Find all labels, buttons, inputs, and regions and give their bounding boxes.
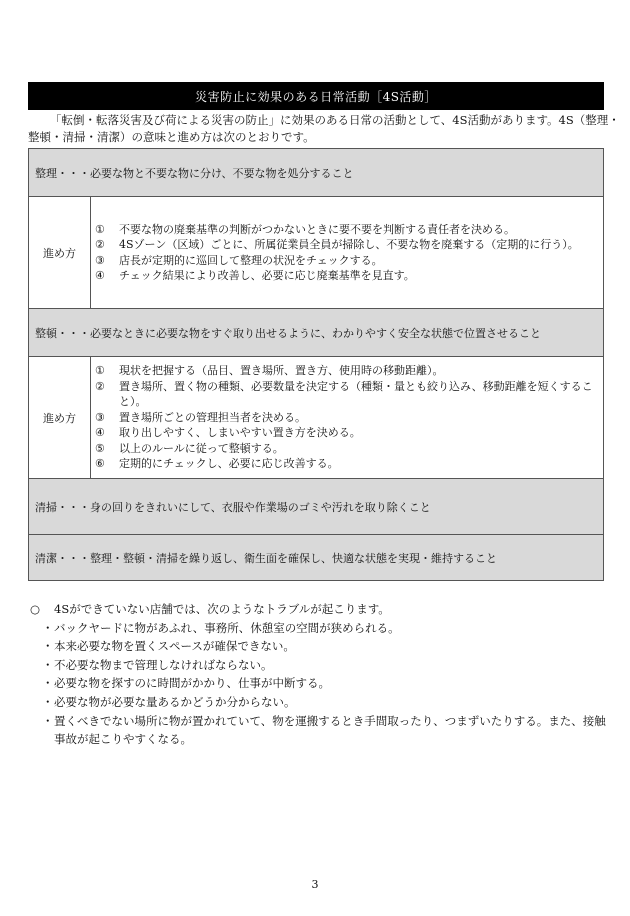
- seiton-step: [95, 410, 599, 426]
- list-item: [30, 712, 610, 749]
- seiri-definition: 整理・・・必要な物と不要な物に分け、不要な物を処分すること: [29, 149, 604, 197]
- seiri-step: [95, 253, 599, 269]
- seiton-steps: [91, 357, 604, 479]
- seiri-definition-row: [29, 149, 604, 197]
- step-text: 取り出しやすく、しまいやすい置き方を決める。: [119, 426, 361, 440]
- step-text: 置き場所ごとの管理担当者を決める。: [119, 410, 306, 424]
- step-text: 店長が定期的に巡回して整理の状況をチェックする。: [119, 253, 383, 267]
- intro-paragraph: [28, 112, 620, 146]
- seiton-step: [95, 363, 599, 379]
- step-number: ④: [95, 426, 105, 440]
- list-item-text: 不必要な物まで管理しなければならない。: [54, 657, 273, 672]
- troubles-lead: [30, 600, 610, 619]
- step-number: ⑥: [95, 457, 105, 471]
- step-number: ③: [95, 410, 105, 424]
- seiton-steps-row: [29, 357, 604, 479]
- bullet-icon: ・: [42, 713, 54, 728]
- list-item: [30, 674, 610, 693]
- seiri-step: [95, 237, 599, 253]
- seiri-steps-label: 進め方: [29, 197, 91, 309]
- list-item-text: 必要な物が必要な量あるかどうか分からない。: [54, 694, 296, 709]
- seiton-step: [95, 379, 599, 410]
- seiri-steps: [91, 197, 604, 309]
- step-number: ②: [95, 379, 105, 393]
- list-item: [30, 693, 610, 712]
- seiton-definition: 整頓・・・必要なときに必要な物をすぐ取り出せるように、わかりやすく安全な状態で位置させること: [29, 309, 604, 357]
- step-text: チェック結果により改善し、必要に応じ廃棄基準を見直す。: [119, 269, 415, 282]
- list-item: [30, 619, 610, 638]
- list-item-text: 必要な物を探すのに時間がかかり、仕事が中断する。: [54, 676, 330, 691]
- step-text: 置き場所、置く物の種類、必要数量を決定する（種類・量とも絞り込み、移動距離を短くすること）。: [119, 379, 593, 409]
- four-s-table: [28, 148, 604, 581]
- seisou-definition-row: [29, 479, 604, 535]
- bullet-icon: ・: [42, 620, 54, 635]
- step-text: 4Sゾーン（区域）ごとに、所属従業員全員が掃除し、不要な物を廃棄する（定期的に行う）。: [119, 238, 579, 251]
- step-number: ⑤: [95, 441, 105, 455]
- bullet-icon: ・: [42, 657, 54, 672]
- seiton-steps-label: 進め方: [29, 357, 91, 479]
- bullet-icon: ・: [42, 639, 54, 654]
- list-item: [30, 656, 610, 675]
- seiri-steps-row: [29, 197, 604, 309]
- troubles-section: [30, 600, 610, 749]
- bullet-icon: ・: [42, 676, 54, 691]
- intro-line-1: 「転倒・転落災害及び荷による災害の防止」に効果のある日常の活動として、4S活動があります。4S（整理・: [50, 113, 620, 127]
- step-number: ②: [95, 238, 105, 251]
- seiton-definition-row: [29, 309, 604, 357]
- step-text: 現状を把握する（品目、置き場所、置き方、使用時の移動距離）。: [119, 364, 444, 378]
- seiri-step: [95, 268, 599, 284]
- step-text: 以上のルールに従って整頓する。: [119, 441, 284, 455]
- step-number: ④: [95, 269, 105, 282]
- seiton-step: [95, 425, 599, 441]
- seiton-step: [95, 456, 599, 472]
- intro-line-2: 整頓・清掃・清潔）の意味と進め方は次のとおりです。: [28, 130, 315, 144]
- seisou-definition: 清掃・・・身の回りをきれいにして、衣服や作業場のゴミや汚れを取り除くこと: [29, 479, 604, 535]
- step-number: ①: [95, 222, 105, 236]
- seiketsu-definition-row: [29, 535, 604, 581]
- list-item-text: 置くべきでない場所に物が置かれていて、物を運搬するとき手間取ったり、つまずいたりする。また、接触事故が起こりやすくなる。: [54, 713, 606, 747]
- bullet-icon: ・: [42, 694, 54, 709]
- seiton-step: [95, 441, 599, 457]
- step-number: ①: [95, 364, 105, 378]
- step-number: ③: [95, 253, 105, 267]
- list-item: [30, 637, 610, 656]
- step-text: 定期的にチェックし、必要に応じ改善する。: [119, 457, 339, 471]
- list-item-text: バックヤードに物があふれ、事務所、休憩室の空間が狭められる。: [54, 620, 400, 635]
- page-number: 3: [311, 878, 319, 891]
- circle-marker-icon: ○: [30, 602, 41, 616]
- troubles-lead-text: 4Sができていない店舗では、次のようなトラブルが起こります。: [54, 602, 390, 616]
- seiketsu-definition: 清潔・・・整理・整頓・清掃を繰り返し、衛生面を確保し、快適な状態を実現・維持すること: [29, 535, 604, 581]
- list-item-text: 本来必要な物を置くスペースが確保できない。: [54, 639, 295, 654]
- seiri-step: [95, 222, 599, 238]
- step-text: 不要な物の廃棄基準の判断がつかないときに要不要を判断する責任者を決める。: [119, 222, 515, 236]
- section-title: 災害防止に効果のある日常活動［4S活動］: [28, 82, 604, 110]
